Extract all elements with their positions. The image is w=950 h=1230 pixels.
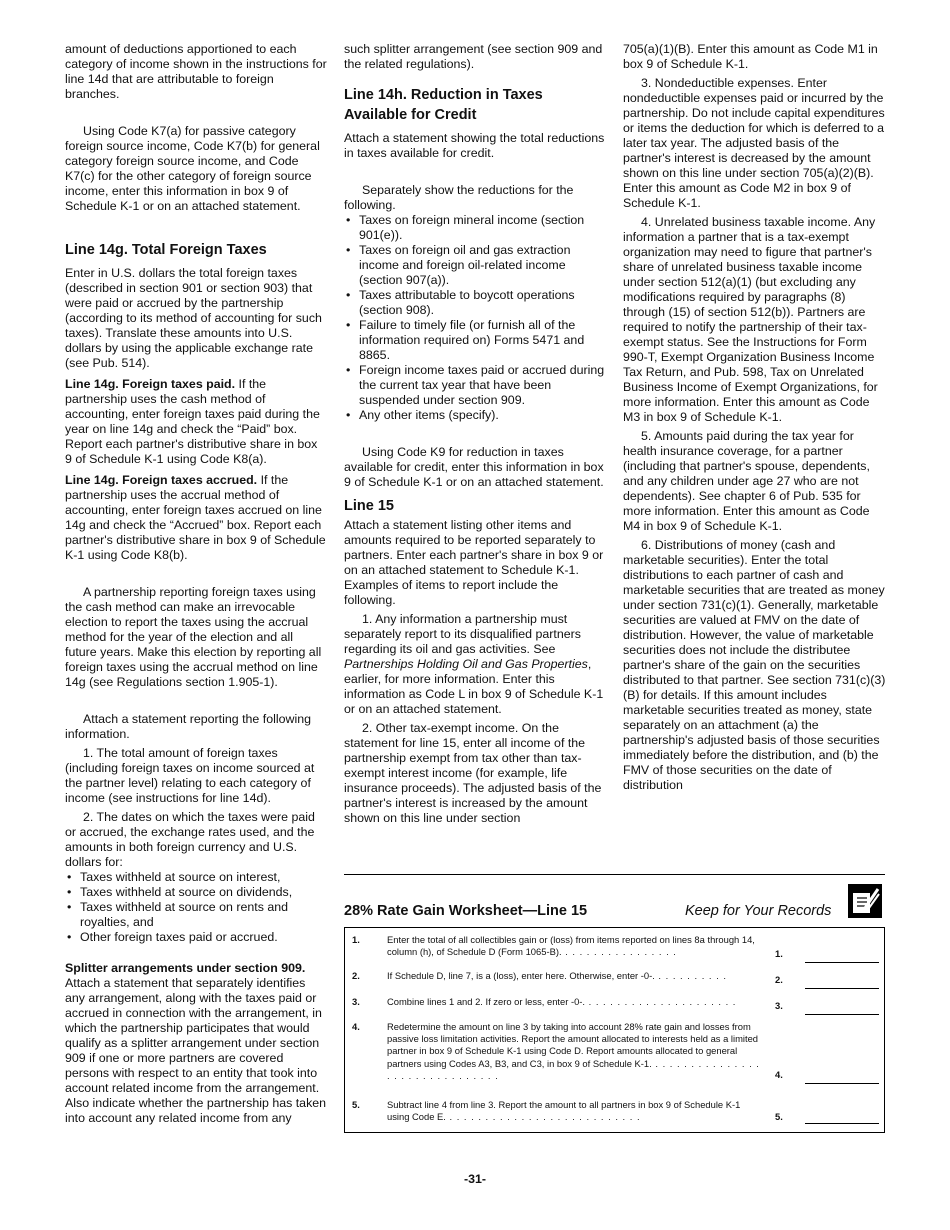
paragraph-text: If the partnership uses the accrual method of accounting, enter foreign taxes accrued on line 14g and check the “Accrued” box. Report each partner's distributive share in box 9 of Schedule K-1 using Code K8(b). [65, 473, 326, 562]
numbered-item: 3. Nondeductible expenses. Enter nondeductible expenses paid or incurred by the partnership. Do not include capital expenditures or items the deduction for which is deferred to a later tax year. The adjusted basis of the partner's interest is decreased by the amount shown on this line under section 705(a)(2)(B). Enter this amount as Code M2 in box 9 of Schedule K-1. [623, 76, 885, 210]
paragraph-text: , earlier, for more information. Enter this information as Code L in box 9 of Schedule K-1 or on an attached statement. [344, 657, 604, 716]
row-label: 4. [775, 1069, 783, 1080]
row-text-content: Subtract line 4 from line 3. Report the amount to all partners in box 9 of Schedule K-1 using Code E. [387, 1099, 741, 1123]
column-1 [65, 42, 327, 1126]
row-text: Combine lines 1 and 2. If zero or less, enter -0-. . . . . . . . . . . . . . . . . . . . . . [387, 996, 737, 1007]
list-item: • Failure to timely file (or furnish all of the information required on) Forms 5471 and 8865. [344, 318, 606, 363]
row-label: 1. [775, 948, 783, 959]
bullet-list [344, 213, 606, 423]
row-label: 5. [775, 1111, 783, 1122]
list-item: • Taxes on foreign oil and gas extraction income and foreign oil-related income (section 907(a)). [344, 243, 606, 288]
numbered-item: 6. Distributions of money (cash and marketable securities). Enter the total distributions to each partner of cash and marketable securities that are treated as money under section 731(c)(1). Generally, marketable securities are valued at FMV on the date of distribution. However, the value of marketable securities does not include the distributee partner's share of the gain on the securities distributed to that partner. See section 731(c)(3)(B) for details. If this amount includes marketable securities treated as money, state separately on an attachment (a) the partnership's adjusted basis of those securities immediately before the distribution, and (b) the FMV of those securities on the date of distribution [623, 538, 886, 792]
paragraph-text: 1. Any information a partnership must separately report to its disqualified partners regarding its oil and gas activities. See [344, 612, 581, 656]
list-item: • Taxes attributable to boycott operations (section 908). [344, 288, 606, 318]
numbered-item: 2. The dates on which the taxes were paid or accrued, the exchange rates used, and the amounts in both foreign currency and U.S. dollars for: [65, 810, 315, 869]
numbered-item: 2. Other tax-exempt income. On the statement for line 15, enter all income of the partnership exempt from tax other than tax-exempt interest income (for example, life insurance proceeds). The adjusted basis of the partner's interest is increased by the amount shown on this line under section [344, 721, 602, 825]
run-in-heading: Line 14g. Foreign taxes paid. [65, 377, 236, 391]
run-in-heading: Line 14g. Foreign taxes accrued. [65, 473, 258, 487]
cross-reference: Partnerships Holding Oil and Gas Properties [344, 657, 588, 671]
numbered-item: 1. The total amount of foreign taxes (including foreign taxes on income sourced at the partner level) relating to each category of income (see instructions for line 14d). [65, 746, 315, 805]
list-item: • Any other items (specify). [344, 408, 606, 423]
paragraph: such splitter arrangement (see section 909 and the related regulations). [344, 42, 603, 71]
paragraph: A partnership reporting foreign taxes using the cash method can make an irrevocable election to report the taxes using the accrual method for the year of the election and all future years. Make this election by reporting all foreign taxes using the accrual method on line 14g (see Regulations section 1.905-1). [65, 585, 322, 689]
paragraph: Separately show the reductions for the following. [344, 183, 574, 212]
run-in-heading-splitter: Splitter arrangements under section 909. [65, 961, 306, 975]
row-text: If Schedule D, line 7, is a (loss), enter here. Otherwise, enter -0-. . . . . . . . . . . [387, 970, 727, 981]
paragraph: Using Code K7(a) for passive category foreign source income, Code K7(b) for general category foreign source income, and Code K7(c) for the other category of foreign source income, enter this information in box 9 of Schedule K-1 or on an attached statement. [65, 124, 320, 213]
list-item: • Taxes withheld at source on dividends, [65, 885, 327, 900]
paragraph: Enter in U.S. dollars the total foreign taxes (described in section 901 or section 903) that were paid or accrued by the partnership (according to its method of accounting for such taxes). Translate these amounts into U.S. dollars by using the applicable exchange rate (see Pub. 514). [65, 266, 322, 370]
row-text: Subtract line 4 from line 3. Report the amount to all partners in box 9 of Schedule K-1 using Code E. . . . . . . . . . . . . . . . . . . . . . . . . . . . [387, 1099, 741, 1123]
row-text: Enter the total of all collectibles gain or (loss) from items reported on lines 8a through 14, column (h), of Schedule D (Form 1065-B). . . . . . . . . . . . . . . . . [387, 934, 755, 958]
row-number: 4. [352, 1021, 360, 1032]
section-heading-14h: Line 14h. Reduction in Taxes Available for Credit [344, 87, 543, 123]
row-number: 3. [352, 996, 360, 1007]
numbered-item: 4. Unrelated business taxable income. Any information a partner that is a tax-exempt organization may need to figure that partner's share of unrelated business taxable income under section 512(a)(1) (but excluding any modifications required by paragraphs (8) through (15) of section 512(b)). Partners are required to notify the partnership of their tax-exempt status. See the Instructions for Form 990-T, Exempt Organization Business Income Tax Return, and Pub. 598, Tax on Unrelated Business Income of Exempt Organizations, for more information. Enter this amount as Code M3 in box 9 of Schedule K-1. [623, 215, 878, 424]
bullet-list [65, 870, 327, 945]
row-text-content: Enter the total of all collectibles gain or (loss) from items reported on lines 8a through 14, column (h), of Schedule D (Form 1065-B). [387, 934, 755, 958]
paragraph-foreign-taxes-paid [65, 377, 327, 467]
entry-line-2[interactable] [805, 988, 879, 989]
section-heading-15: Line 15 [344, 498, 394, 514]
list-item: • Other foreign taxes paid or accrued. [65, 930, 327, 945]
column-2 [344, 42, 606, 826]
page-number: -31- [463, 1172, 487, 1186]
paragraph: 705(a)(1)(B). Enter this amount as Code M1 in box 9 of Schedule K-1. [623, 42, 878, 71]
row-text: Redetermine the amount on line 3 by taking into account 28% rate gain and losses from passive loss limitation activities. Report the amount allocated to interests held as a limited partner in box 9 of Schedule K-1 using Code D. Report amounts allocated to general partners using Codes A3, B3, and C3, in box 9 of Schedule K-1. . . . . . . . . . . . . . . . . . . . . . . . . . . . . . . . [387, 1021, 760, 1081]
row-text-content: Combine lines 1 and 2. If zero or less, enter -0-. [387, 996, 586, 1007]
worksheet-table [344, 927, 885, 1133]
numbered-item: 5. Amounts paid during the tax year for health insurance coverage, for a partner (including that partner's spouse, dependents, and any children under age 27 who are not dependents). See chapter 6 of Pub. 535 for more information. Enter this amount as Code M4 in box 9 of Schedule K-1. [623, 429, 870, 533]
paragraph: Attach a statement that separately identifies any arrangement, along with the taxes paid or accrued in connection with the arrangement, in which the partnership participates that would qualify as a splitter arrangement under section 909 if one or more partners are covered persons with respect to an entity that took into account related income from the arrangement. Also indicate whether the partnership has taken into account any related income from any [65, 976, 327, 1125]
pencil-note-icon [848, 884, 882, 918]
column-3 [623, 42, 887, 793]
list-item: • Taxes withheld at source on rents and royalties, and [65, 900, 327, 930]
paragraph: Attach a statement listing other items and amounts required to be reported separately to partners. Enter each partner's share in box 9 or on an attached statement to Schedule K-1. Examples of items to report include the following. [344, 518, 604, 607]
section-heading-14g: Line 14g. Total Foreign Taxes [65, 242, 267, 258]
worksheet-title: 28% Rate Gain Worksheet—Line 15 [344, 903, 588, 919]
paragraph-text: If the partnership uses the cash method of accounting, enter foreign taxes paid during the year on line 14g and check the “Paid” box. Report each partner's distributive share in box 9 of Schedule K-1 using Code K8(a). [65, 377, 320, 466]
entry-line-5[interactable] [805, 1123, 879, 1124]
row-number: 5. [352, 1099, 360, 1110]
keep-for-records-note: Keep for Your Records [685, 903, 832, 919]
paragraph: Using Code K9 for reduction in taxes available for credit, enter this information in box 9 of Schedule K-1 or on an attached statement. [344, 445, 604, 489]
row-number: 1. [352, 934, 360, 945]
entry-line-1[interactable] [805, 962, 879, 963]
paragraph: amount of deductions apportioned to each category of income shown in the instructions for line 14d that are attributable to foreign branches. [65, 42, 327, 101]
row-label: 3. [775, 1000, 783, 1011]
list-item: • Foreign income taxes paid or accrued during the current tax year that have been suspended under section 909. [344, 363, 606, 408]
paragraph: Attach a statement showing the total reductions in taxes available for credit. [344, 131, 605, 160]
numbered-item [344, 612, 606, 717]
paragraph-foreign-taxes-accrued [65, 473, 327, 563]
list-item: • Taxes on foreign mineral income (section 901(e)). [344, 213, 606, 243]
row-text-content: If Schedule D, line 7, is a (loss), enter here. Otherwise, enter -0-. [387, 970, 655, 981]
list-item: • Taxes withheld at source on interest, [65, 870, 327, 885]
entry-line-3[interactable] [805, 1014, 879, 1015]
row-label: 2. [775, 974, 783, 985]
worksheet-top-rule [344, 874, 885, 875]
row-text-content: Redetermine the amount on line 3 by taking into account 28% rate gain and losses from passive loss limitation activities. Report the amount allocated to interests held as a limited partner in box 9 of Schedule K-1 using Code D. Report amounts allocated to general partners using Codes A3, B3, and C3, in box 9 of Schedule K-1. [387, 1021, 759, 1069]
row-number: 2. [352, 970, 360, 981]
entry-line-4[interactable] [805, 1083, 879, 1084]
paragraph: Attach a statement reporting the following information. [65, 712, 311, 741]
